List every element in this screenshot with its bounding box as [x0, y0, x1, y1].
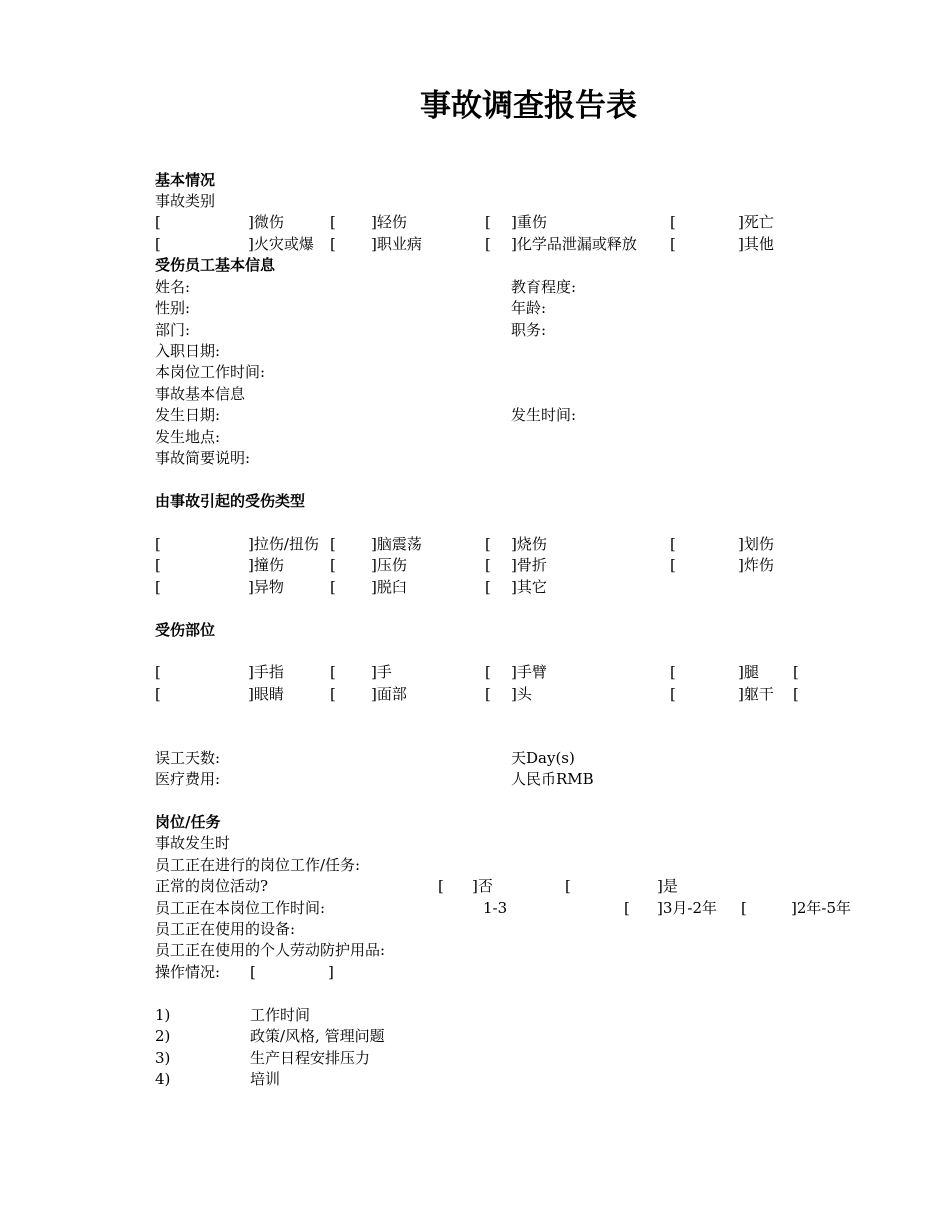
- field-time-label: 发生时间:: [511, 406, 577, 424]
- option-other-injury: ]其它: [511, 578, 547, 596]
- section-employee-heading: 受伤员工基本信息: [155, 256, 276, 274]
- option-eye: ]眼睛: [248, 685, 284, 703]
- option-face: ]面部: [371, 685, 407, 703]
- field-gender-label: 性别:: [155, 299, 191, 317]
- checkbox-bracket[interactable]: [: [438, 877, 444, 895]
- checkbox-bracket[interactable]: [: [793, 663, 799, 681]
- option-minor-injury: ]微伤: [248, 213, 284, 231]
- section-basic-heading: 基本情况: [155, 171, 216, 189]
- option-concussion: ]脑震荡: [371, 535, 422, 553]
- factor-number: 2): [155, 1027, 171, 1045]
- field-name-label: 姓名:: [155, 278, 191, 296]
- checkbox-bracket[interactable]: [: [624, 899, 630, 917]
- option-tenure-1-3: 1-3: [483, 899, 508, 917]
- option-strain: ]拉伤/扭伤: [248, 535, 319, 553]
- checkbox-bracket[interactable]: [: [741, 899, 747, 917]
- option-arm: ]手臂: [511, 663, 547, 681]
- checkbox-bracket[interactable]: [: [155, 535, 161, 553]
- option-leg: ]腿: [738, 663, 759, 681]
- checkbox-bracket[interactable]: [: [330, 578, 336, 596]
- lost-days-unit: 天Day(s): [511, 749, 575, 767]
- checkbox-bracket[interactable]: [: [670, 663, 676, 681]
- tenure-label: 员工正在本岗位工作时间:: [155, 899, 326, 917]
- option-serious-injury: ]重伤: [511, 213, 547, 231]
- field-date-label: 发生日期:: [155, 406, 221, 424]
- option-blast: ]炸伤: [738, 556, 774, 574]
- checkbox-bracket[interactable]: [: [330, 535, 336, 553]
- factor-text: 工作时间: [250, 1006, 311, 1024]
- lost-days-label: 误工天数:: [155, 749, 221, 767]
- option-bruise: ]撞伤: [248, 556, 284, 574]
- page-title: 事故调查报告表: [420, 88, 637, 124]
- checkbox-bracket[interactable]: ]: [328, 963, 334, 981]
- option-fracture: ]骨折: [511, 556, 547, 574]
- checkbox-bracket[interactable]: [: [670, 235, 676, 253]
- option-dislocation: ]脱臼: [371, 578, 407, 596]
- field-age-label: 年龄:: [511, 299, 547, 317]
- field-education-label: 教育程度:: [511, 278, 577, 296]
- checkbox-bracket[interactable]: [: [793, 685, 799, 703]
- checkbox-bracket[interactable]: [: [330, 213, 336, 231]
- checkbox-bracket[interactable]: [: [485, 235, 491, 253]
- option-other: ]其他: [738, 235, 774, 253]
- checkbox-bracket[interactable]: [: [485, 685, 491, 703]
- field-place-label: 发生地点:: [155, 428, 221, 446]
- field-position-label: 职务:: [511, 321, 547, 339]
- option-fire-explosion: ]火灾或爆: [248, 235, 314, 253]
- equipment-label: 员工正在使用的设备:: [155, 920, 296, 938]
- option-torso: ]躯干: [738, 685, 774, 703]
- option-hand: ]手: [371, 663, 392, 681]
- factor-number: 4): [155, 1070, 171, 1088]
- factor-text: 培训: [250, 1070, 281, 1088]
- section-injury-type-heading: 由事故引起的受伤类型: [155, 492, 306, 510]
- factor-text: 生产日程安排压力: [250, 1049, 371, 1067]
- field-post-time-label: 本岗位工作时间:: [155, 363, 266, 381]
- field-brief-label: 事故简要说明:: [155, 449, 251, 467]
- checkbox-bracket[interactable]: [: [485, 556, 491, 574]
- checkbox-bracket[interactable]: [: [485, 663, 491, 681]
- option-light-injury: ]轻伤: [371, 213, 407, 231]
- option-death: ]死亡: [738, 213, 774, 231]
- checkbox-bracket[interactable]: [: [155, 578, 161, 596]
- checkbox-bracket[interactable]: [: [155, 663, 161, 681]
- checkbox-bracket[interactable]: [: [155, 685, 161, 703]
- option-burn: ]烧伤: [511, 535, 547, 553]
- task-line-2: 员工正在进行的岗位工作/任务:: [155, 856, 361, 874]
- checkbox-bracket[interactable]: [: [485, 578, 491, 596]
- checkbox-bracket[interactable]: [: [485, 213, 491, 231]
- medical-cost-unit: 人民币RMB: [511, 770, 594, 788]
- checkbox-bracket[interactable]: [: [670, 556, 676, 574]
- option-yes: ]是: [657, 877, 678, 895]
- checkbox-bracket[interactable]: [: [250, 963, 256, 981]
- checkbox-bracket[interactable]: [: [485, 535, 491, 553]
- option-finger: ]手指: [248, 663, 284, 681]
- checkbox-bracket[interactable]: [: [330, 235, 336, 253]
- task-line-1: 事故发生时: [155, 834, 231, 852]
- option-crush: ]压伤: [371, 556, 407, 574]
- section-accident-heading: 事故基本信息: [155, 385, 246, 403]
- checkbox-bracket[interactable]: [: [670, 213, 676, 231]
- normal-activity-label: 正常的岗位活动?: [155, 877, 269, 895]
- checkbox-bracket[interactable]: [: [670, 685, 676, 703]
- option-head: ]头: [511, 685, 532, 703]
- checkbox-bracket[interactable]: [: [155, 213, 161, 231]
- checkbox-bracket[interactable]: [: [330, 663, 336, 681]
- factor-number: 3): [155, 1049, 171, 1067]
- checkbox-bracket[interactable]: [: [670, 535, 676, 553]
- ppe-label: 员工正在使用的个人劳动防护用品:: [155, 941, 386, 959]
- option-tenure-3m-2y: ]3月-2年: [657, 899, 718, 917]
- field-hire-date-label: 入职日期:: [155, 342, 221, 360]
- section-body-part-heading: 受伤部位: [155, 621, 216, 639]
- option-foreign-body: ]异物: [248, 578, 284, 596]
- checkbox-bracket[interactable]: [: [330, 685, 336, 703]
- option-no: ]否: [472, 877, 493, 895]
- medical-cost-label: 医疗费用:: [155, 770, 221, 788]
- section-task-heading: 岗位/任务: [155, 813, 221, 831]
- checkbox-bracket[interactable]: [: [155, 235, 161, 253]
- option-chemical-leak: ]化学品泄漏或释放: [511, 235, 637, 253]
- accident-category-label: 事故类别: [155, 192, 216, 210]
- option-occupational-disease: ]职业病: [371, 235, 422, 253]
- checkbox-bracket[interactable]: [: [155, 556, 161, 574]
- option-cut: ]划伤: [738, 535, 774, 553]
- checkbox-bracket[interactable]: [: [330, 556, 336, 574]
- factor-number: 1): [155, 1006, 171, 1024]
- checkbox-bracket[interactable]: [: [565, 877, 571, 895]
- factor-text: 政策/风格, 管理问题: [250, 1027, 385, 1045]
- option-tenure-2y-5y: ]2年-5年: [791, 899, 852, 917]
- operation-label: 操作情况:: [155, 963, 221, 981]
- field-department-label: 部门:: [155, 321, 191, 339]
